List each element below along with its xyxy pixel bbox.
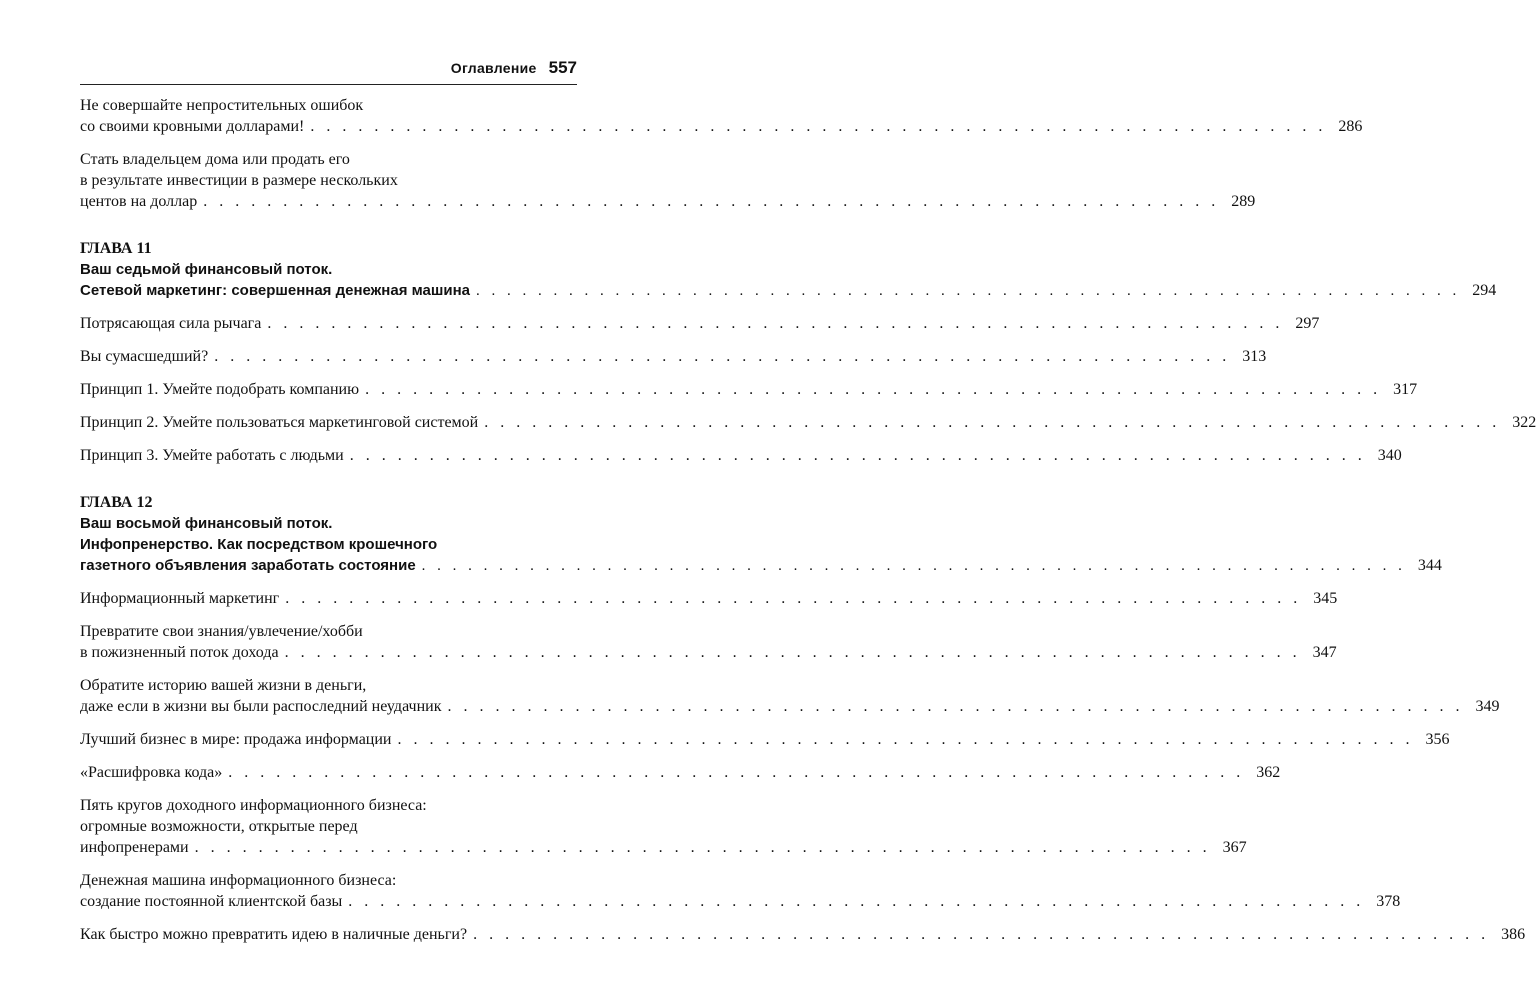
toc-page-ref: 349 [1475, 698, 1500, 715]
toc-entry-title: даже если в жизни вы были распоследний неудачник [80, 698, 442, 715]
toc-entry-title: со своими кровными долларами! [80, 118, 305, 135]
dot-leader: . . . . . . . . . . . . . . . . . . . . . . . . . . . . . . . . . . . . . . . . . . . . . . . . . . . . . . . . . . . . . . . . [284, 644, 1301, 661]
dot-leader: . . . . . . . . . . . . . . . . . . . . . . . . . . . . . . . . . . . . . . . . . . . . . . . . . . . . . . . . . . . . . . . . [421, 558, 1406, 574]
running-header [80, 58, 577, 78]
dot-leader: . . . . . . . . . . . . . . . . . . . . . . . . . . . . . . . . . . . . . . . . . . . . . . . . . . . . . . . . . . . . . . . . [447, 698, 1464, 715]
toc-page-ref: 356 [1425, 731, 1450, 748]
toc-entry-title: в пожизненный поток дохода [80, 644, 279, 661]
chapter-heading-title: газетного объявления заработать состояние [80, 557, 416, 574]
dot-leader: . . . . . . . . . . . . . . . . . . . . . . . . . . . . . . . . . . . . . . . . . . . . . . . . . . . . . . . . . . . . . . . . [348, 893, 1365, 910]
dot-leader: . . . . . . . . . . . . . . . . . . . . . . . . . . . . . . . . . . . . . . . . . . . . . . . . . . . . . . . . . . . . . . . . [214, 348, 1231, 365]
toc-entry [80, 588, 1338, 609]
toc-page-ref: 322 [1512, 414, 1536, 431]
chapter-heading-title: Сетевой маркетинг: совершенная денежная машина [80, 282, 470, 299]
dot-leader: . . . . . . . . . . . . . . . . . . . . . . . . . . . . . . . . . . . . . . . . . . . . . . . . . . . . . . . . . . . . . . . . [365, 381, 1382, 398]
toc-entry [80, 729, 1450, 750]
toc-page-ref: 340 [1377, 447, 1402, 464]
toc-entry [80, 675, 1500, 717]
dot-leader: . . . . . . . . . . . . . . . . . . . . . . . . . . . . . . . . . . . . . . . . . . . . . . . . . . . . . . . . . . . . . . . . [473, 926, 1490, 943]
toc-entry-line: Стать владельцем дома или продать его [80, 151, 350, 168]
toc-entry-line: Пять кругов доходного информационного бизнеса: [80, 797, 427, 814]
chapter-heading-line: Инфопренерство. Как посредством крошечного [80, 536, 438, 553]
toc-page-ref: 297 [1295, 315, 1320, 332]
chapter-heading-line: Ваш седьмой финансовый поток. [80, 261, 333, 278]
toc-entry-line: огромные возможности, открытые перед [80, 818, 358, 835]
toc-entry-title: Принцип 1. Умейте подобрать компанию [80, 381, 360, 398]
toc-entry-line: Обратите историю вашей жизни в деньги, [80, 677, 367, 694]
toc-entry-title: Как быстро можно превратить идею в наличные деньги? [80, 926, 468, 943]
chapter-heading-line: Ваш восьмой финансовый поток. [80, 515, 333, 532]
dot-leader: . . . . . . . . . . . . . . . . . . . . . . . . . . . . . . . . . . . . . . . . . . . . . . . . . . . . . . . . . . . . . . . . [476, 283, 1461, 299]
toc-page-ref: 294 [1472, 282, 1497, 299]
toc-page-ref: 289 [1231, 193, 1256, 210]
dot-leader: . . . . . . . . . . . . . . . . . . . . . . . . . . . . . . . . . . . . . . . . . . . . . . . . . . . . . . . . . . . . . . . . [285, 590, 1302, 607]
chapter-12 [80, 492, 1442, 576]
toc-entry-title: Вы сумасшедший? [80, 348, 209, 365]
toc-entry-title: Потрясающая сила рычага [80, 315, 262, 332]
toc-entry-title: Принцип 3. Умейте работать с людьми [80, 447, 344, 464]
header-rule [80, 84, 577, 85]
dot-leader: . . . . . . . . . . . . . . . . . . . . . . . . . . . . . . . . . . . . . . . . . . . . . . . . . . . . . . . . . . . . . . . . [397, 731, 1414, 748]
toc-entry [80, 870, 1401, 912]
toc-entry [80, 95, 1363, 137]
chapter-label: ГЛАВА 11 [80, 240, 152, 257]
chapter-11 [80, 238, 1497, 301]
toc-entry-line: Превратите свои знания/увлечение/хобби [80, 623, 363, 640]
toc-entry-title: Информационный маркетинг [80, 590, 280, 607]
toc-page-ref: 367 [1222, 839, 1247, 856]
toc-page-ref: 386 [1501, 926, 1526, 943]
dot-leader: . . . . . . . . . . . . . . . . . . . . . . . . . . . . . . . . . . . . . . . . . . . . . . . . . . . . . . . . . . . . . . . . [194, 839, 1211, 856]
toc-page-ref: 378 [1376, 893, 1401, 910]
dot-leader: . . . . . . . . . . . . . . . . . . . . . . . . . . . . . . . . . . . . . . . . . . . . . . . . . . . . . . . . . . . . . . . . [310, 118, 1327, 135]
dot-leader: . . . . . . . . . . . . . . . . . . . . . . . . . . . . . . . . . . . . . . . . . . . . . . . . . . . . . . . . . . . . . . . . [203, 193, 1220, 210]
chapter-label: ГЛАВА 12 [80, 494, 153, 511]
toc-entry [80, 149, 1256, 212]
toc-entry [80, 924, 1526, 945]
toc-entry-title: Принцип 2. Умейте пользоваться маркетинговой системой [80, 414, 479, 431]
toc-entry [80, 621, 1337, 663]
toc-entry [80, 346, 1267, 367]
toc-entry-title: Лучший бизнес в мире: продажа информации [80, 731, 392, 748]
toc-entry [80, 412, 1536, 433]
toc-entry [80, 445, 1402, 466]
toc-entry-line: Не совершайте непростительных ошибок [80, 97, 364, 114]
dot-leader: . . . . . . . . . . . . . . . . . . . . . . . . . . . . . . . . . . . . . . . . . . . . . . . . . . . . . . . . . . . . . . . . [228, 764, 1245, 781]
toc-entry-title: инфопренерами [80, 839, 189, 856]
toc-page-ref: 345 [1313, 590, 1338, 607]
toc-entry-title: создание постоянной клиентской базы [80, 893, 343, 910]
toc-entry-line: Денежная машина информационного бизнеса: [80, 872, 397, 889]
toc-page-ref: 286 [1338, 118, 1363, 135]
dot-leader: . . . . . . . . . . . . . . . . . . . . . . . . . . . . . . . . . . . . . . . . . . . . . . . . . . . . . . . . . . . . . . . . [267, 315, 1284, 332]
toc-page-ref: 347 [1312, 644, 1337, 661]
toc-entry [80, 313, 1320, 334]
toc-entry [80, 762, 1281, 783]
toc-page-ref: 362 [1256, 764, 1281, 781]
page-number: 557 [548, 58, 577, 77]
table-of-contents [80, 95, 1536, 957]
toc-page-ref: 344 [1417, 557, 1442, 574]
toc-entry-title: «Расшифровка кода» [80, 764, 223, 781]
toc-entry-line: в результате инвестиции в размере нескольких [80, 172, 398, 189]
toc-page-ref: 313 [1242, 348, 1267, 365]
dot-leader: . . . . . . . . . . . . . . . . . . . . . . . . . . . . . . . . . . . . . . . . . . . . . . . . . . . . . . . . . . . . . . . . [349, 447, 1366, 464]
toc-entry-title: центов на доллар [80, 193, 198, 210]
toc-entry [80, 795, 1247, 858]
toc-entry [80, 379, 1418, 400]
dot-leader: . . . . . . . . . . . . . . . . . . . . . . . . . . . . . . . . . . . . . . . . . . . . . . . . . . . . . . . . . . . . . . . . [484, 414, 1501, 431]
toc-page-ref: 317 [1393, 381, 1418, 398]
section-title: Оглавление [450, 60, 537, 76]
